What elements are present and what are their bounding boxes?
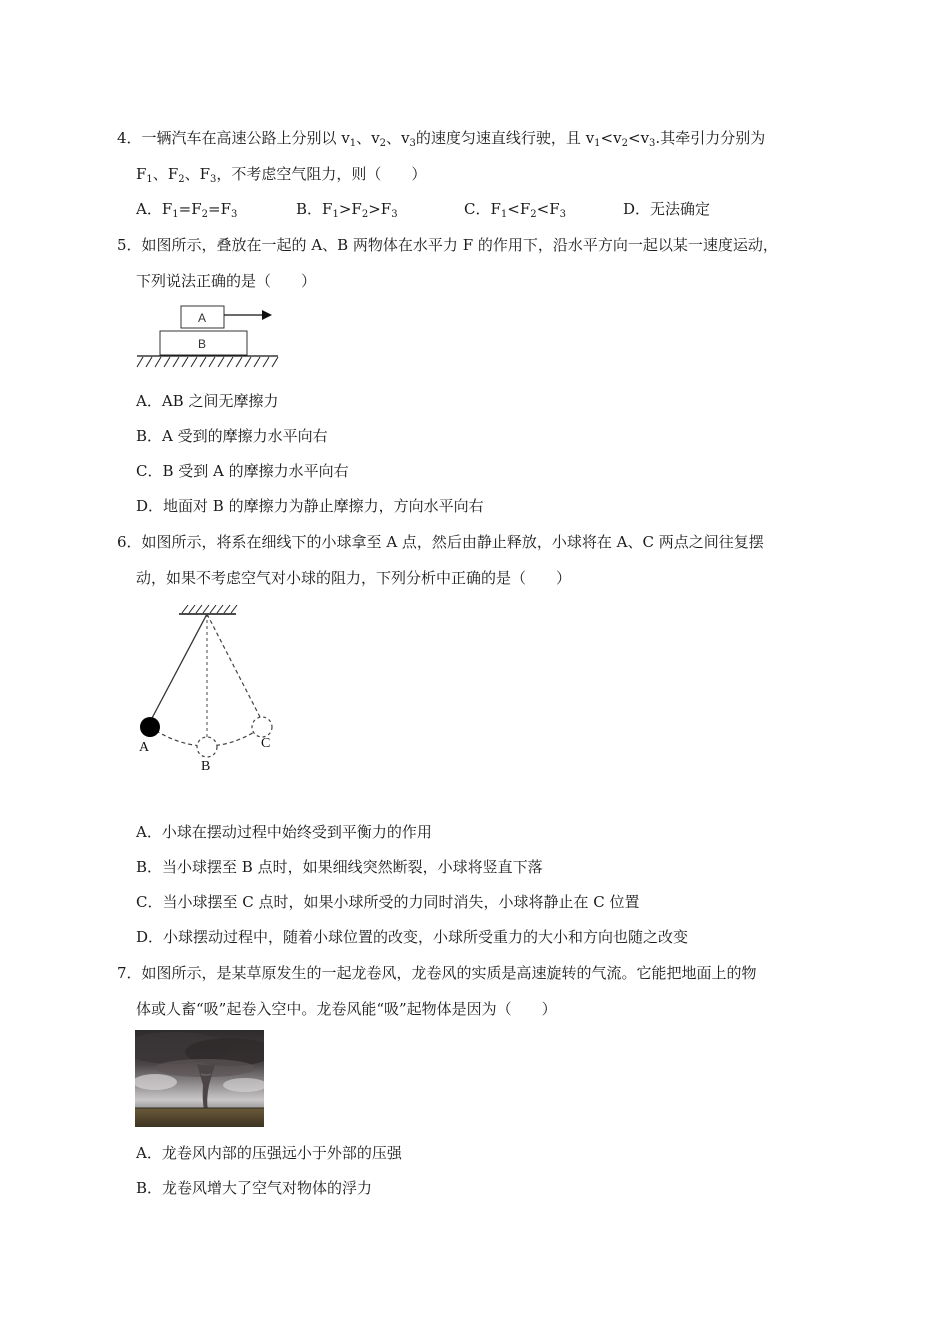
stacked-blocks-figure <box>135 300 285 372</box>
question-7-line-2: 体或人畜“吸”起卷入空中。龙卷风能“吸”起物体是因为（ ） <box>136 1000 557 1018</box>
ceiling-hatching <box>182 605 237 613</box>
question-5-line-1: 5．如图所示，叠放在一起的 A、B 两物体在水平力 F 的作用下，沿水平方向一起以某一速度运动， <box>117 236 778 254</box>
pendulum-figure <box>130 600 290 780</box>
force-arrow-head <box>262 310 272 320</box>
question-7-option-a: A．龙卷风内部的压强远小于外部的压强 <box>136 1144 402 1162</box>
question-5-line-2: 下列说法正确的是（ ） <box>136 272 317 290</box>
question-5-option-c: C．B 受到 A 的摩擦力水平向右 <box>136 462 349 480</box>
question-4-number: 4． <box>117 129 142 147</box>
question-7-line-1: 7．如图所示，是某草原发生的一起龙卷风，龙卷风的实质是高速旋转的气流。它能把地面上的物 <box>117 964 757 982</box>
ground-hatching <box>137 357 278 367</box>
question-6-option-b: B．当小球摆至 B 点时，如果细线突然断裂，小球将竖直下落 <box>136 858 543 876</box>
ball-a <box>140 717 160 737</box>
string-a <box>151 614 207 720</box>
label-b: B <box>201 759 211 774</box>
question-6-line-1: 6．如图所示，将系在细线下的小球拿至 A 点，然后由静止释放，小球将在 A、C 两点之间往复摆 <box>117 533 764 551</box>
question-4-option-d: D．无法确定 <box>623 200 711 218</box>
question-6-option-c: C．当小球摆至 C 点时，如果小球所受的力同时消失，小球将静止在 C 位置 <box>136 893 640 911</box>
question-4-option-b: B．$F_1>F_2>F_3$ <box>296 200 398 220</box>
block-b-label: B <box>197 337 207 351</box>
tornado-photo <box>135 1030 264 1127</box>
question-7-option-b: B．龙卷风增大了空气对物体的浮力 <box>136 1179 373 1197</box>
tornado-image <box>135 1030 264 1127</box>
ball-b <box>197 737 217 757</box>
question-4-option-c: C．$F_1<F_2<F_3$ <box>464 200 567 220</box>
question-5-option-a: A．AB 之间无摩擦力 <box>136 392 279 410</box>
question-5-option-b: B．A 受到的摩擦力水平向右 <box>136 427 328 445</box>
question-5-option-d: D．地面对 B 的摩擦力为静止摩擦力，方向水平向右 <box>136 497 484 515</box>
question-6-option-d: D．小球摆动过程中，随着小球位置的改变，小球所受重力的大小和方向也随之改变 <box>136 928 689 946</box>
question-4-line-2: $F_1$、$F_2$、$F_3$，不考虑空气阻力，则（ ） <box>136 165 427 185</box>
question-4-options <box>136 199 756 219</box>
string-c <box>207 614 260 717</box>
question-6-line-2: 动，如果不考虑空气对小球的阻力，下列分析中正确的是（ ） <box>136 569 572 587</box>
question-4-option-a: A．$F_1=F_2=F_3$ <box>136 200 238 220</box>
question-4-line-1: 4．一辆汽车在高速公路上分别以 $v_1$、$v_2$、$v_3$的速度匀速直线行驶，且 $v_1<v_2<v_3$.其牵引力分别为 <box>117 129 766 149</box>
block-a-label: A <box>197 311 207 325</box>
question-6-option-a: A．小球在摆动过程中始终受到平衡力的作用 <box>136 823 432 841</box>
label-a: A <box>139 740 150 755</box>
ball-c <box>252 717 272 737</box>
label-c: C <box>261 736 271 751</box>
